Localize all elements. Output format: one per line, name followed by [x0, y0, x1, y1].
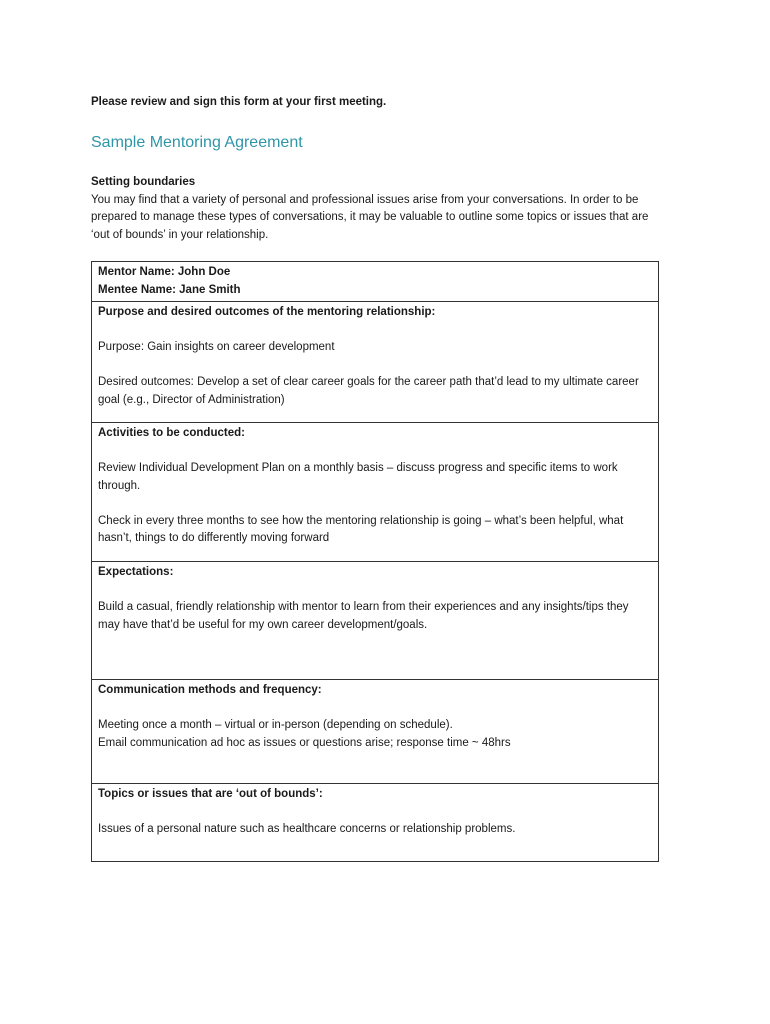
expectations-heading: Expectations: — [98, 566, 174, 578]
topics-heading: Topics or issues that are ‘out of bounds’: — [98, 788, 323, 800]
expectations-text: Build a casual, friendly relationship with mentor to learn from their experiences and any insights/tips they may have that’d be useful for my own career development/goals. — [98, 601, 629, 631]
purpose-text: Purpose: Gain insights on career development — [98, 341, 335, 353]
mentee-name: Mentee Name: Jane Smith — [92, 282, 659, 302]
page-title: Sample Mentoring Agreement — [91, 134, 303, 151]
boundaries-body: You may find that a variety of personal and professional issues arise from your conversations. In order to be prepared to manage these types of conversations, it may be valuable to outline some topics or issues that are ‘out of bounds’ in your relationship. — [91, 193, 649, 241]
table-row — [92, 423, 659, 562]
activities-text-2: Check in every three months to see how the mentoring relationship is going – what’s been helpful, what hasn’t, things to do differently moving forward — [98, 514, 624, 544]
purpose-heading: Purpose and desired outcomes of the mentoring relationship: — [98, 306, 436, 318]
boundaries-heading: Setting boundaries — [91, 176, 196, 188]
agreement-table — [91, 261, 659, 862]
mentor-name: Mentor Name: John Doe — [92, 262, 659, 282]
topics-cell — [92, 784, 659, 862]
desired-outcomes-text: Desired outcomes: Develop a set of clear career goals for the career path that’d lead to my ultimate career goal (e.g., Director of Administration) — [98, 376, 639, 406]
table-row — [92, 302, 659, 423]
table-row — [92, 784, 659, 862]
communication-text-2: Email communication ad hoc as issues or questions arise; response time ~ 48hrs — [98, 736, 511, 749]
activities-cell — [92, 423, 659, 562]
table-row — [92, 262, 659, 282]
intro-instruction: Please review and sign this form at your first meeting. — [91, 96, 387, 108]
document-page — [91, 92, 659, 862]
communication-cell — [92, 680, 659, 784]
communication-text-1: Meeting once a month – virtual or in-person (depending on schedule). — [98, 719, 453, 731]
expectations-cell — [92, 562, 659, 680]
table-row — [92, 562, 659, 680]
purpose-cell — [92, 302, 659, 423]
topics-text: Issues of a personal nature such as healthcare concerns or relationship problems. — [98, 823, 516, 835]
communication-heading: Communication methods and frequency: — [98, 684, 322, 696]
activities-heading: Activities to be conducted: — [98, 427, 245, 439]
activities-text-1: Review Individual Development Plan on a monthly basis – discuss progress and specific items to work through. — [98, 462, 618, 492]
table-row — [92, 680, 659, 784]
table-row — [92, 282, 659, 302]
